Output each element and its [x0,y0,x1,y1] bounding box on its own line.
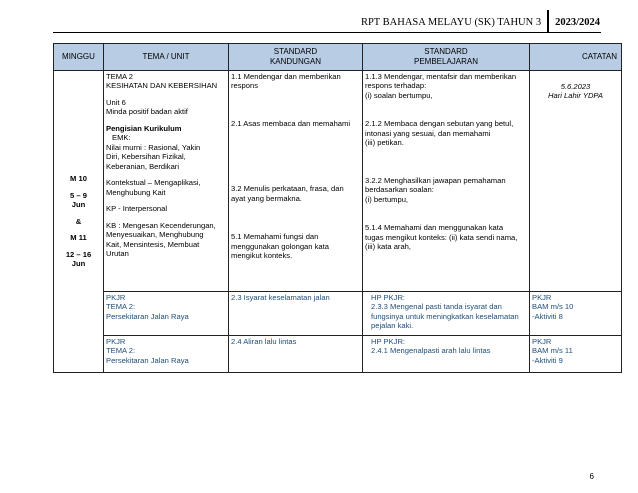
pkjr-tema-cell: PKJR TEMA 2: Persekitaran Jalan Raya [104,336,229,373]
pkjr-kandungan-cell: 2.4 Aliran lalu lintas [229,336,363,373]
tema-cell: TEMA 2 KESIHATAN DAN KEBERSIHAN Unit 6 Minda positif badan aktif Pengisian Kurikulum EMK: Nilai murni : Rasional, Yakin Diri, Kebersihan Fizikal, Keberanian, Berdikari Kontekstual – Mengaplikasi, Menghubung Kait KP - Interpersonal KB : Mengesan Kecenderungan, Menyesuaikan, Menghubung Kait, Mensintesis, Membuat Urutan [104,71,229,292]
kandungan-cell: 1.1 Mendengar dan memberikan respons 2.1 Asas membaca dan memahami 3.2 Menulis perkataan, frasa, dan ayat yang bermakna. 5.1 Memahami fungsi dan menggunakan golongan kata mengikut konteks. [229,71,363,292]
pkjr-kandungan-cell: 2.3 Isyarat keselamatan jalan [229,292,363,336]
col-header-tema: TEMA / UNIT [104,44,229,71]
col-header-kandungan: STANDARD KANDUNGAN [229,44,363,71]
header-rule [53,32,601,33]
pkjr-pembelajaran-cell: HP PKJR: 2.3.3 Mengenal pasti tanda isyarat dan fungsinya untuk meningkatkan keselamatan pejalan kaki. [363,292,530,336]
page-number: 6 [589,472,594,481]
col-header-minggu: MINGGU [54,44,104,71]
rpt-table [53,43,622,373]
unit-name: Minda positif badan aktif [106,107,188,117]
document-title: RPT BAHASA MELAYU (SK) TAHUN 3 [360,17,542,28]
header-divider [547,10,549,32]
kp-text: KP - Interpersonal [106,204,168,214]
pembelajaran-cell: 1.1.3 Mendengar, mentafsir dan memberikan respons terhadap: (i) soalan bertumpu, 2.1.2 Membaca dengan sebutan yang betul, intonasi yang sesuai, dan memahami (iii) petikan. 3.2.2 Menghasilkan jawapan pemahaman berdasarkan soalan: (i) bertumpu, 5.1.4 Memahami dan menggunakan kata tugas mengikut konteks: (ii) kata sendi nama, (iii) kata arah, [363,71,530,292]
pkjr-tema-cell: PKJR TEMA 2: Persekitaran Jalan Raya [104,292,229,336]
document-year: 2023/2024 [555,17,600,28]
pkjr-pembelajaran-cell: HP PKJR: 2.4.1 Mengenalpasti arah lalu lintas [363,336,530,373]
pkjr-catatan-cell: PKJR BAM m/s 10 -Aktiviti 8 [530,292,622,336]
emk-label: EMK: [112,133,131,143]
pkjr-catatan-cell: PKJR BAM m/s 11 -Aktiviti 9 [530,336,622,373]
page-header [361,6,600,32]
table-header-row [54,44,622,71]
table-row-pkjr-1 [54,292,622,336]
minggu-cell: M 10 5 – 9 Jun & M 11 12 – 16 Jun [54,71,104,373]
tema-name: KESIHATAN DAN KEBERSIHAN [106,81,218,91]
table-row-pkjr-2 [54,336,622,373]
pengisian-heading: Pengisian Kurikulum [106,123,182,133]
catatan-cell [530,71,622,292]
col-header-pembelajaran: STANDARD PEMBELAJARAN [363,44,530,71]
catatan-event: Hari Lahir YDPA [547,91,603,101]
catatan-date: 5.6.2023 [560,82,591,91]
unit-number: Unit 6 [106,97,126,107]
col-header-catatan: CATATAN [530,44,622,71]
table-row-main [54,71,622,292]
tema-title: TEMA 2 [106,72,134,81]
